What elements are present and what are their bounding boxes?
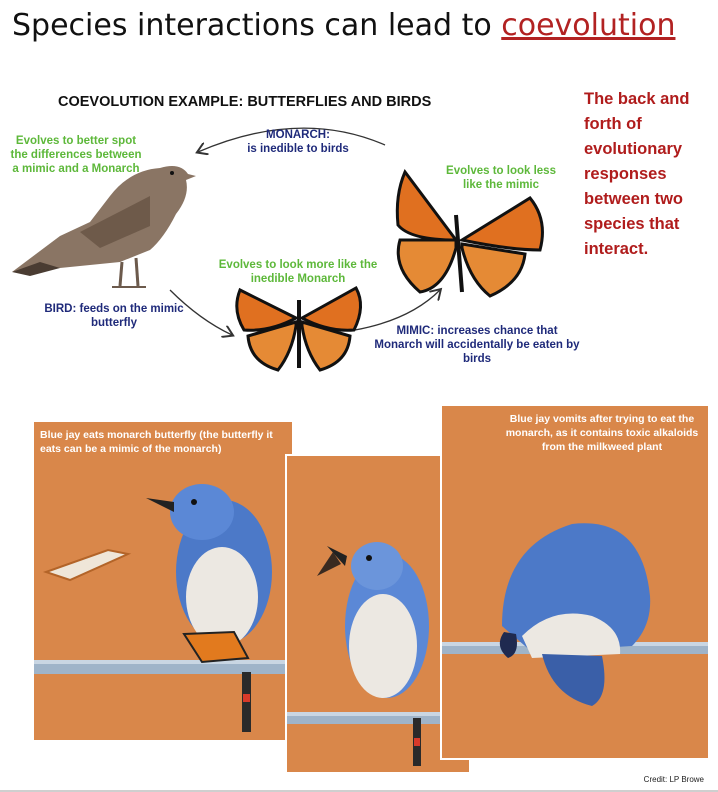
bluejay-vomiting-image [442,406,710,760]
bird-label [44,302,184,330]
bird-evolves-label: Evolves to better spot the differences between a mimic and a Monarch [10,135,142,175]
monarch-label [228,128,368,156]
bird-illustration [12,166,196,287]
bird-label-title: BIRD: [44,303,77,315]
photo-bluejay-vomiting [440,404,710,760]
mimic-evolves-label: Evolves to look more like the inedible Monarch [218,259,378,285]
coevolution-diagram [0,0,718,392]
photo-1-caption: Blue jay eats monarch butterfly (the butterfly it eats can be a mimic of the monarch) [40,429,273,455]
monarch-label-title: MONARCH: [266,129,330,141]
bluejay-eating-image [34,422,294,742]
monarch-evolves-label: Evolves to look less like the mimic [446,165,556,191]
monarch-label-desc: is inedible to birds [247,143,349,155]
credit-text: Credit: LP Browe [643,775,704,784]
mimic-illustration [237,288,361,370]
photo-bluejay-eating [32,420,294,742]
bird-label-desc: feeds on the mimic butterfly [79,303,184,329]
mimic-label [372,324,582,366]
mimic-label-title: MIMIC: [396,325,435,337]
coevolution-link[interactable]: coevolution [501,8,676,43]
title-prefix: Species interactions can lead to [12,8,502,43]
side-note: The back and forth of evolutionary responses between two species that interact. [584,90,690,258]
photo-3-caption: Blue jay vomits after trying to eat the monarch, as it contains toxic alkaloids from the milkweed plant [505,413,699,453]
diagram-heading: COEVOLUTION EXAMPLE: BUTTERFLIES AND BIRDS [58,94,432,110]
mimic-label-desc: increases chance that Monarch will accidentally be eaten by birds [374,325,580,365]
